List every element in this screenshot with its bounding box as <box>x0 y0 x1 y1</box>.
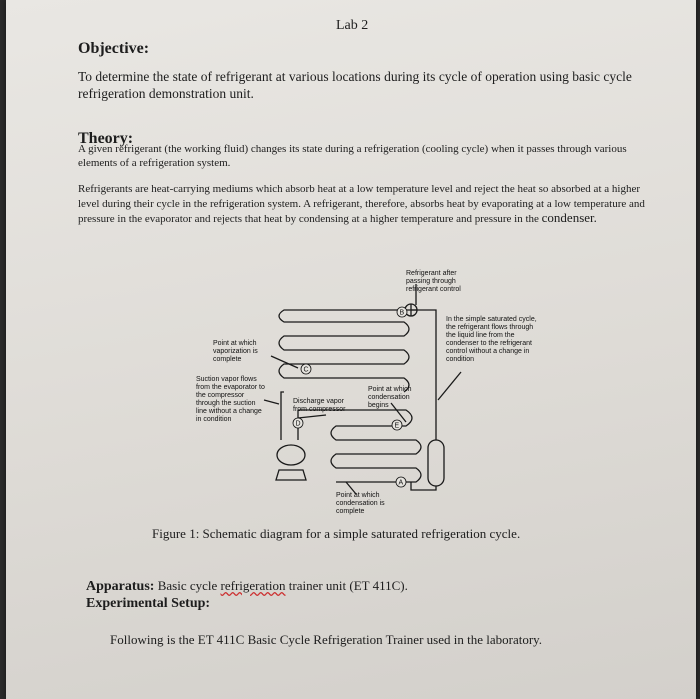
theory-paragraph-2-end: condenser. <box>541 210 597 225</box>
annotation-discharge: Discharge vapor from compressor <box>293 398 346 413</box>
apparatus-spellcheck-word: refrigeration <box>220 578 286 593</box>
document-page <box>6 0 696 699</box>
lab-title: Lab 2 <box>336 18 369 33</box>
annotation-vaporization: Point at which vaporization is complete <box>213 340 258 363</box>
leader-discharge <box>298 415 326 418</box>
leader-simple-cycle <box>438 372 461 400</box>
receiver-tank <box>428 440 444 486</box>
point-a-label: A <box>398 479 404 487</box>
annotation-condensation-complete: Point at which condensation is complete <box>336 492 385 515</box>
annotation-suction: Suction vapor flows from the evaporator to the compressor through the suction line without a change in condition <box>196 376 265 423</box>
evaporator-coil <box>279 310 409 392</box>
point-d-label: D <box>295 420 301 428</box>
apparatus-text-after: trainer unit (ET 411C). <box>288 578 408 593</box>
theory-heading: Theory: <box>78 130 134 147</box>
annotation-condensation-begins: Point at which condensation begins <box>368 386 412 409</box>
point-b-label: B <box>399 309 405 317</box>
theory-paragraph-1: A given refrigerant (the working fluid) changes its state during a refrigeration (cooling cycle) when it passes through various elements of a refrigeration system. <box>78 143 627 169</box>
objective-text: To determine the state of refrigerant at various locations during its cycle of operation using basic cycle refrigeration demonstration unit. <box>78 69 632 101</box>
theory-paragraph-2-text: Refrigerants are heat-carrying mediums which absorb heat at a low temperature level and reject the heat so absorbed at a higher level during their cycle in the refrigeration system. A refrigerant, therefore, absorbs heat by evaporating at a low temperature and pressure in the evaporator and rejects that heat by condensing at a higher temperature and pressure in the <box>78 183 645 225</box>
figure-caption: Figure 1: Schematic diagram for a simple saturated refrigeration cycle. <box>152 526 521 541</box>
objective-heading: Objective: <box>78 40 150 57</box>
apparatus-line <box>86 578 408 595</box>
compressor-base <box>276 470 306 480</box>
leader-vaporization <box>271 356 298 368</box>
annotation-simple-cycle: In the simple saturated cycle, the refrigerant flows through the liquid line from the condenser to the refrigerant control without a change in condition <box>446 316 537 363</box>
experimental-setup-text: Following is the ET 411C Basic Cycle Refrigeration Trainer used in the laboratory. <box>110 632 543 647</box>
condenser-coil <box>295 410 421 482</box>
apparatus-label: Apparatus: <box>86 579 155 594</box>
point-c-label: C <box>303 366 309 374</box>
compressor <box>277 445 305 465</box>
point-e-label: E <box>394 422 400 430</box>
suction-line <box>281 392 284 440</box>
liquid-line <box>411 482 436 490</box>
annotation-after-control: Refrigerant after passing through refrigerant control <box>406 270 461 293</box>
experimental-setup-heading: Experimental Setup: <box>86 596 211 611</box>
liquid-line-up <box>411 310 436 440</box>
apparatus-text-before: Basic cycle <box>157 578 218 593</box>
